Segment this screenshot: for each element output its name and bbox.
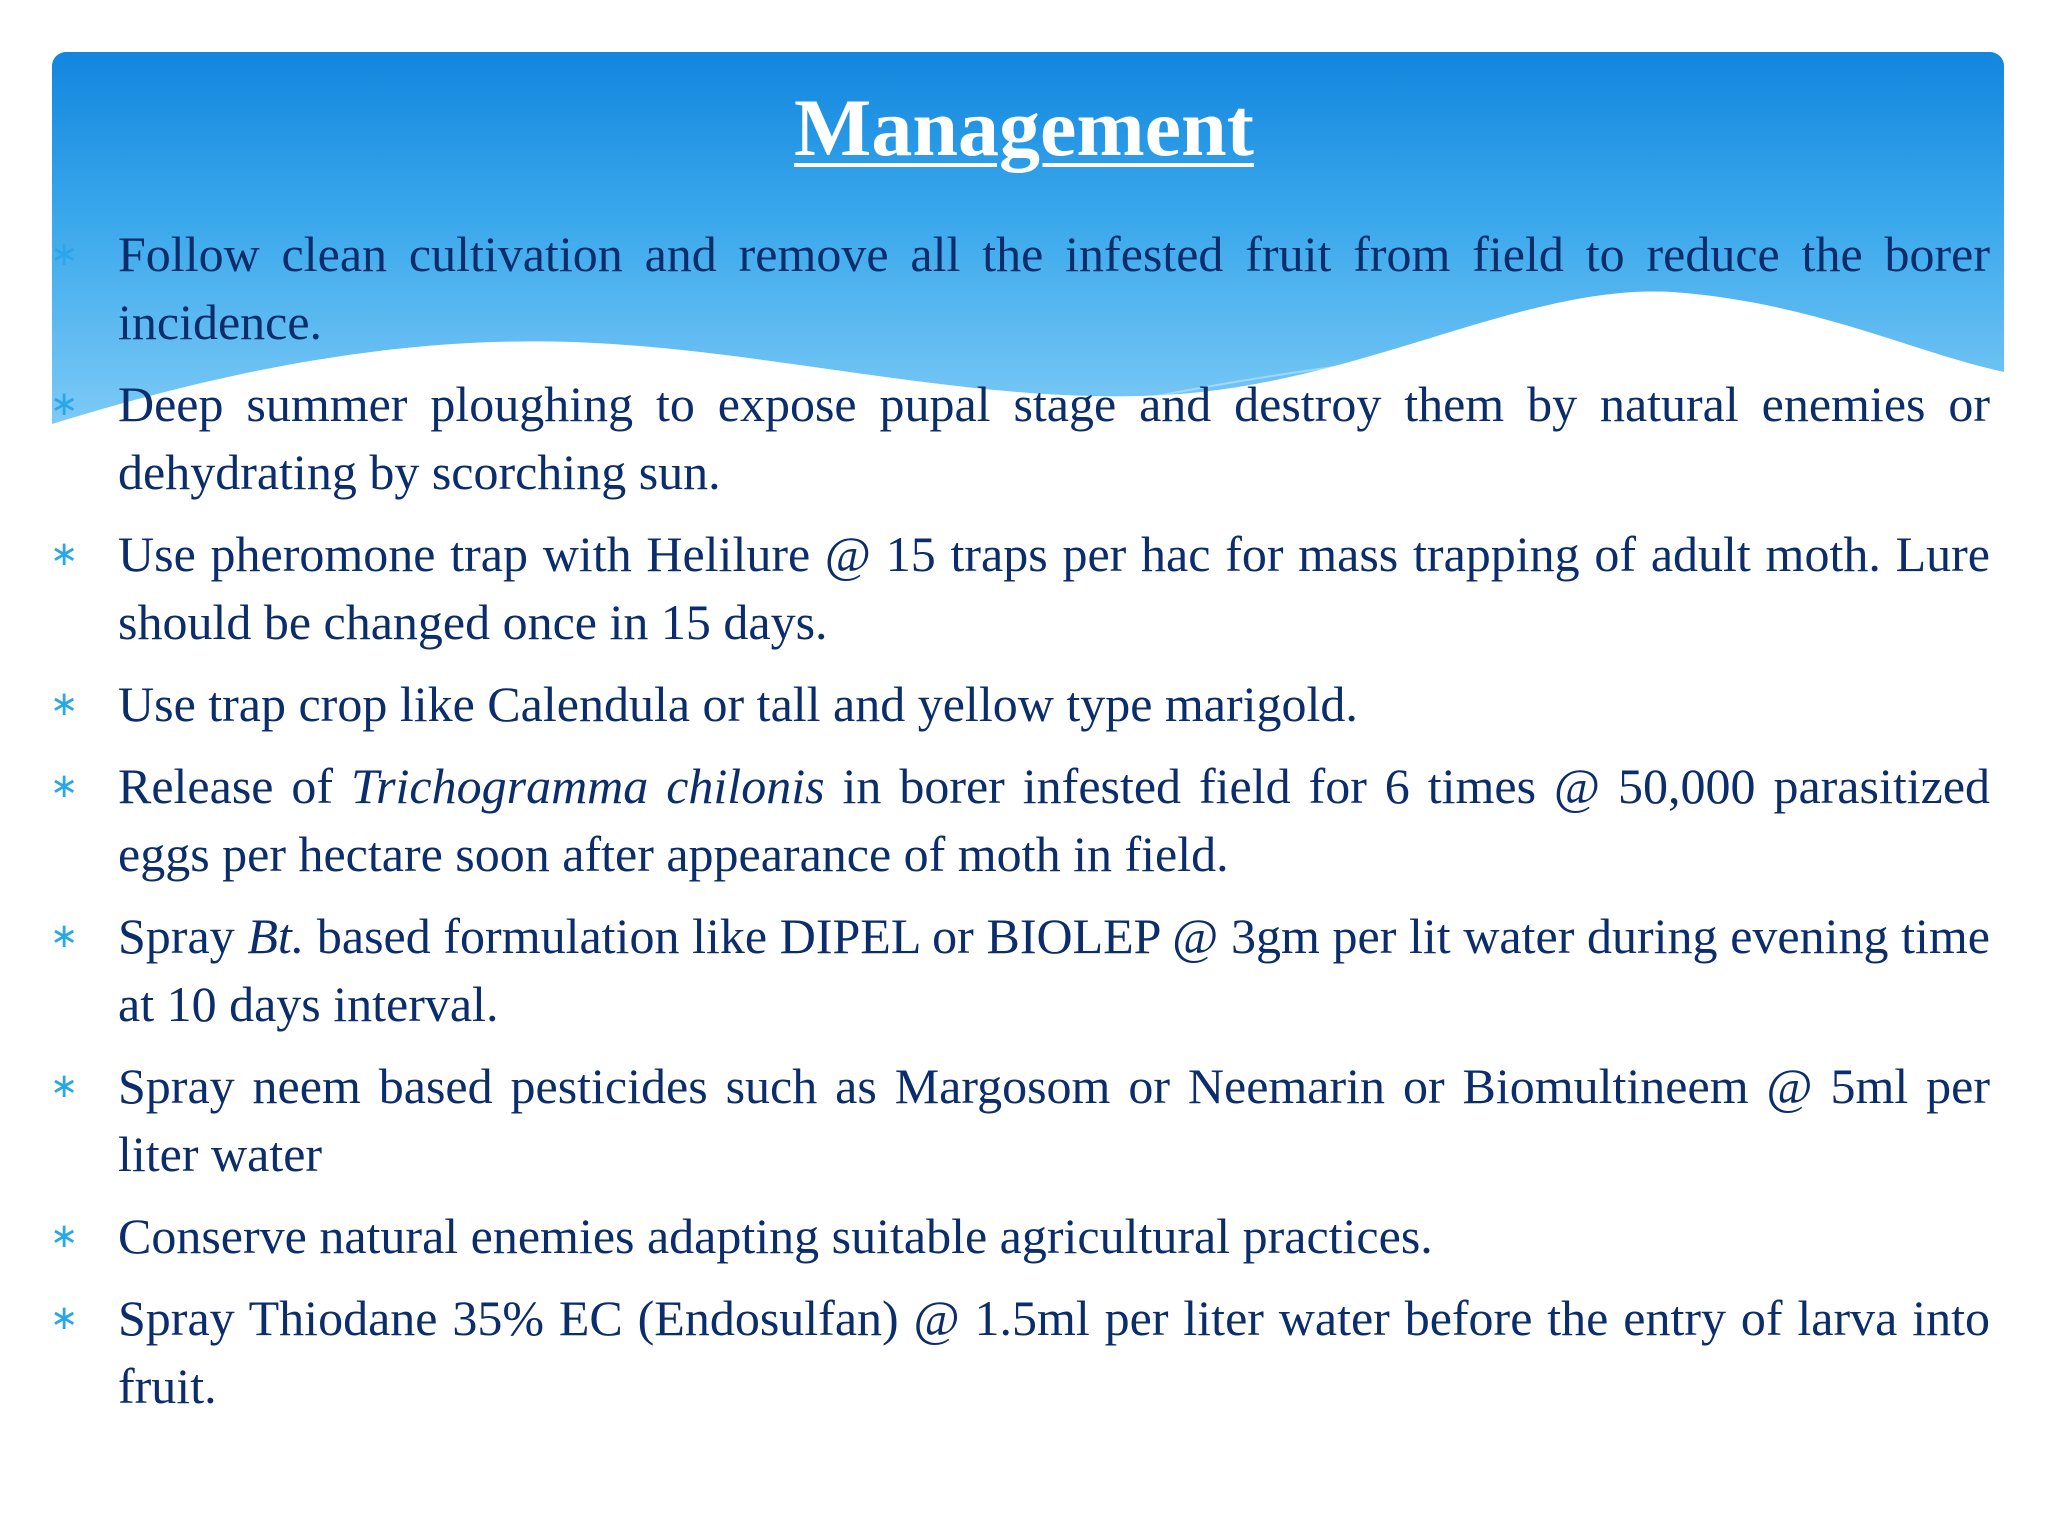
list-item <box>50 220 1990 356</box>
management-list <box>50 220 1990 1434</box>
asterisk-bullet-icon: ∗ <box>50 534 79 574</box>
list-item <box>50 1052 1990 1188</box>
asterisk-bullet-icon: ∗ <box>50 1216 79 1256</box>
item-text: Conserve natural enemies adapting suitable agricultural practices. <box>118 1208 1433 1264</box>
asterisk-bullet-icon: ∗ <box>50 384 79 424</box>
list-item <box>50 752 1990 888</box>
item-text: Spray Thiodane 35% EC (Endosulfan) @ 1.5ml per liter water before the entry of larva into fruit. <box>118 1290 1990 1414</box>
item-text-before: Spray <box>118 908 248 964</box>
list-item <box>50 670 1990 738</box>
asterisk-bullet-icon: ∗ <box>50 766 79 806</box>
item-text-after: based formulation like DIPEL or BIOLEP @ 3gm per lit water during evening time at 10 days interval. <box>118 908 1990 1032</box>
asterisk-bullet-icon: ∗ <box>50 1066 79 1106</box>
species-name-italic: Trichogramma chilonis <box>351 758 825 814</box>
item-text-after: in borer infested field for 6 times @ 50,000 parasitized eggs per hectare soon after appearance of moth in field. <box>118 758 1991 882</box>
asterisk-bullet-icon: ∗ <box>50 1298 79 1338</box>
asterisk-bullet-icon: ∗ <box>50 684 79 724</box>
list-item <box>50 370 1990 506</box>
asterisk-bullet-icon: ∗ <box>50 234 79 274</box>
item-text: Use pheromone trap with Helilure @ 15 traps per hac for mass trapping of adult moth. Lure should be changed once in 15 days. <box>118 526 1990 650</box>
asterisk-bullet-icon: ∗ <box>50 916 79 956</box>
item-text-before: Release of <box>118 758 352 814</box>
list-item <box>50 520 1990 656</box>
bt-italic: Bt. <box>247 908 305 964</box>
list-item <box>50 902 1990 1038</box>
item-text: Spray neem based pesticides such as Margosom or Neemarin or Biomultineem @ 5ml per liter water <box>118 1058 1990 1182</box>
list-item <box>50 1202 1990 1270</box>
item-text: Deep summer ploughing to expose pupal stage and destroy them by natural enemies or dehydrating by scorching sun. <box>118 376 1990 500</box>
item-text: Follow clean cultivation and remove all the infested fruit from field to reduce the borer incidence. <box>118 226 1990 350</box>
slide-title: Management <box>793 82 1254 173</box>
list-item <box>50 1284 1990 1420</box>
item-text: Use trap crop like Calendula or tall and yellow type marigold. <box>118 676 1358 732</box>
